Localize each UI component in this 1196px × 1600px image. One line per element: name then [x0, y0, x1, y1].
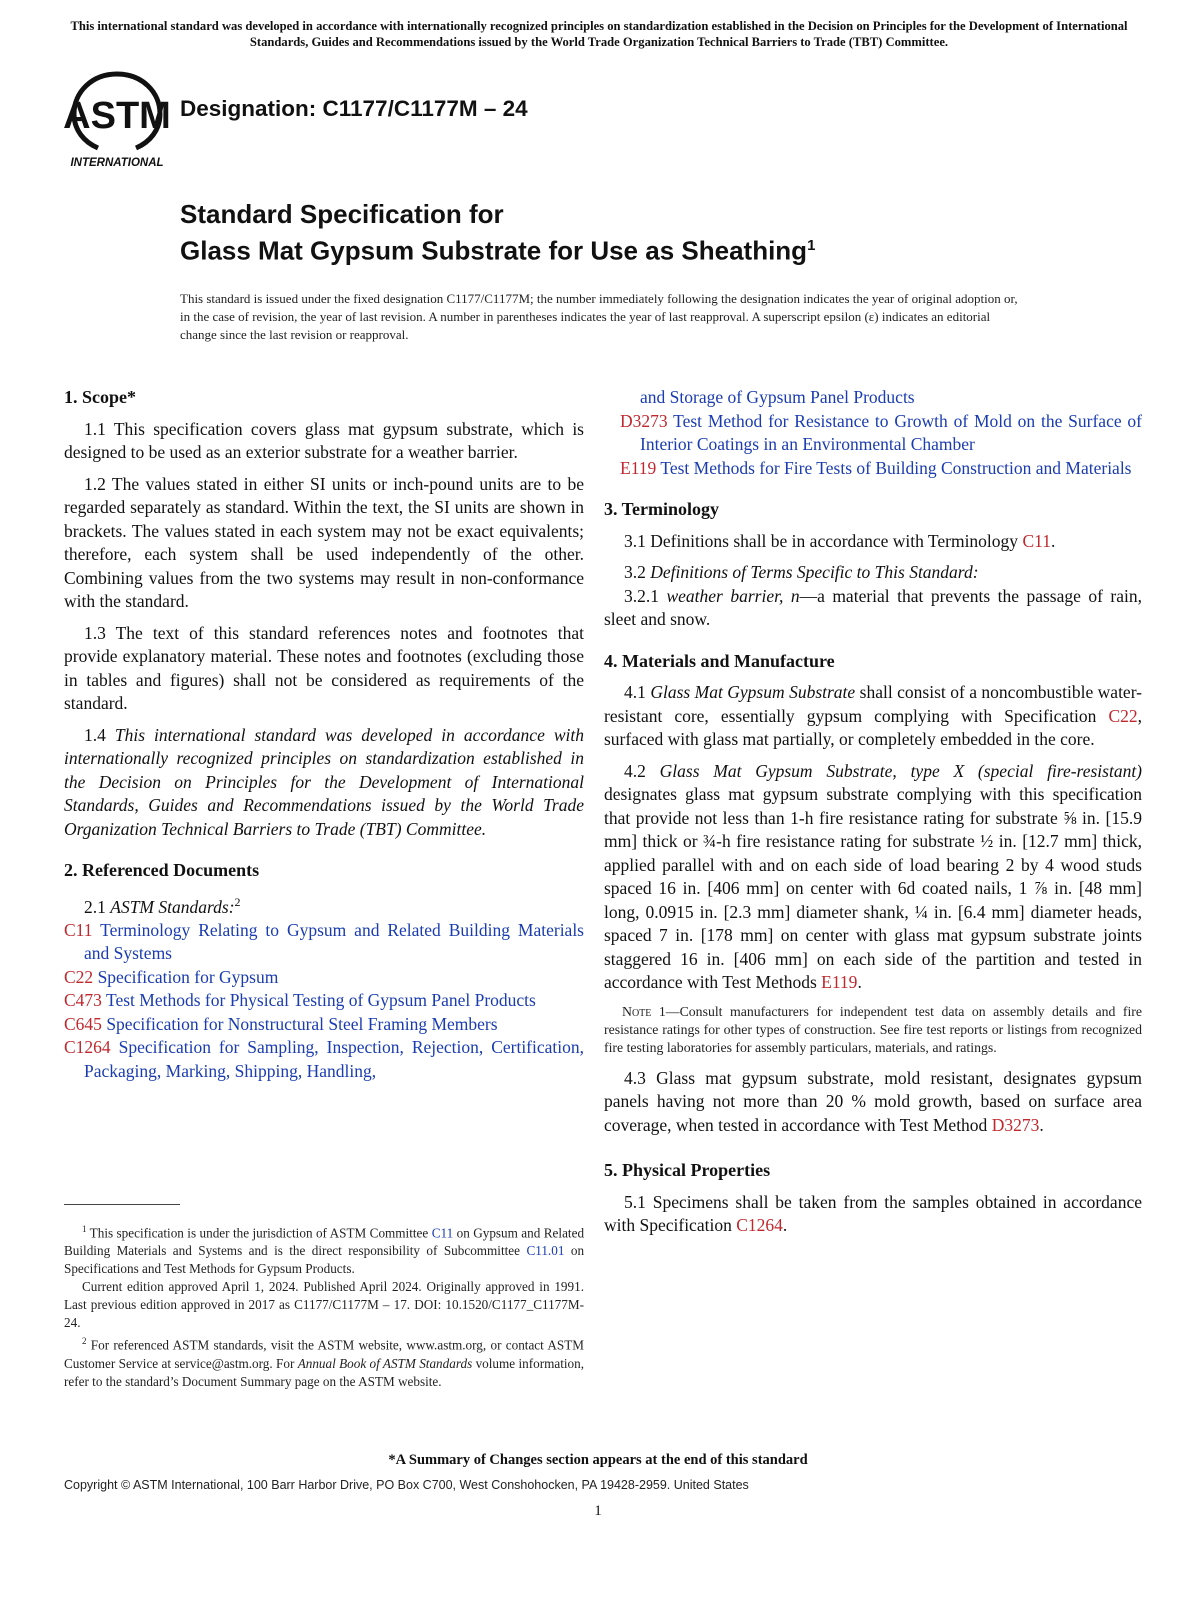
materials-4-3: 4.3 Glass mat gypsum substrate, mold resistant, designates gypsum panels having not more than 20 % mold growth, based on surface area coverage, when tested in accordance with Test Method D3273. [604, 1067, 1142, 1135]
physical-heading: 5. Physical Properties [604, 1160, 771, 1180]
issue-note: This standard is issued under the fixed designation C1177/C1177M; the number immediately following the designation indicates the year of original adoption or, in the case of revision, the year of last revision. A number in parentheses indicates the year of last reapproval. A superscript epsilon (ε) indicates an editorial change since the last revision or reapproval. [180, 291, 1018, 342]
right-column [604, 386, 1143, 1246]
wto-banner: This international standard was developed in accordance with internationally recognized principles on standardization established in the Decision on Principles for the Development of International Standards, Guides and Recommendations issued by the World Trade Organization Technical Barriers to Trade (TBT) Committee. [70, 19, 1128, 49]
materials-4-1: 4.1 Glass Mat Gypsum Substrate shall consist of a noncombustible water-resistant core, essentially gypsum complying with Specification C22, surfaced with glass mat partially, or completely embedded in the core. [604, 682, 1143, 749]
footnote-1-edition: Current edition approved April 1, 2024. Published April 2024. Originally approved in 1991. Last previous edition approved in 2017 as C1177/C1177M – 17. DOI: 10.1520/C1177_C1177M-24. [64, 1279, 584, 1331]
logo-label: INTERNATIONAL [70, 157, 164, 169]
scope-1-2: 1.2 The values stated in either SI units or inch-pound units are to be regarded separately as standard. Within the text, the SI units are shown in brackets. The values stated in each system may not be exact equivalents; therefore, each system shall be used independently of the other. Combining values from the two systems may result in non-conformance with the standard. [64, 473, 584, 611]
scope-1-1: 1.1 This specification covers glass mat gypsum substrate, which is designed to be used as an exterior substrate for a weather barrier. [64, 418, 584, 462]
ref-c1264-continued[interactable]: and Storage of Gypsum Panel Products [640, 387, 915, 407]
link-c1264[interactable]: C1264 [736, 1215, 783, 1235]
materials-4-2: 4.2 Glass Mat Gypsum Substrate, type X (special fire-resistant) designates glass mat gypsum substrate complying with this specification that provide not less than 1-h fire resistance rating for substrate ⅝ in. [15.9 mm] thick or ¾-h fire resistance rating for substrate ½ in. [12.7 mm] thick, applied parallel with and on each side of load bearing 2 by 4 wood studs spaced 16 in. [406 mm] on center with 6d coated nails, 1 ⅞ in. [48 mm] long, 0.0915 in. [2.3 mm] diameter shank, ¼ in. [6.4 mm] diameter heads, spaced 7 in. [178 mm] on center with glass mat gypsum substrate joints staggered 16 in. [406 mm] on each side of the partition and tested in accordance with Test Methods E119. [604, 760, 1143, 992]
ref-d3273[interactable]: D3273 Test Method for Resistance to Growth of Mold on the Surface of Interior Coatings in an Environmental Chamber [620, 410, 1142, 454]
link-committee-c11[interactable]: C11 [431, 1225, 454, 1241]
summary-of-changes-note: *A Summary of Changes section appears at the end of this standard [388, 1452, 808, 1468]
terminology-heading: 3. Terminology [604, 499, 720, 519]
title-footnote-mark: 1 [807, 237, 816, 254]
link-subcommittee-c11-01[interactable]: C11.01 [526, 1243, 565, 1259]
scope-1-4: 1.4 This international standard was developed in accordance with internationally recognized principles on standardization established in the Decision on Principles for the Development of International Standards, Guides and Recommendations issued by the World Trade Organization Technical Barriers to Trade (TBT) Committee. [64, 724, 585, 839]
title-line-1: Standard Specification for [180, 199, 504, 229]
footnote-2: $^2$ For referenced ASTM standards, visit the ASTM website, www.astm.org, or contact ASTM Customer Service at service@astm.org. For Annual Book of ASTM Standards volume information, refer to the standard’s Document Summary page on the ASTM website. [64, 1336, 585, 1389]
designation: Designation: C1177/C1177M – 24 [180, 96, 528, 121]
terminology-3-2: 3.2 Definitions of Terms Specific to This Standard: [624, 562, 979, 582]
link-d3273[interactable]: D3273 [991, 1114, 1040, 1135]
ref-c11[interactable]: C11 Terminology Relating to Gypsum and Related Building Materials and Systems [64, 919, 584, 964]
ref-c1264[interactable]: C1264 Specification for Sampling, Inspection, Rejection, Certification, Packaging, Marking, Shipping, Handling, [64, 1037, 585, 1081]
scope-heading: 1. Scope* [64, 387, 136, 407]
terminology-3-2-1: 3.2.1 weather barrier, n—a material that prevents the passage of rain, sleet and snow. [604, 585, 1143, 629]
astm-standards-subheading: 2.1 ASTM Standards:$^2$ [84, 894, 241, 917]
astm-logo [62, 70, 172, 170]
footnotes [64, 1220, 584, 1391]
ref-c645[interactable]: C645 Specification for Nonstructural Steel Framing Members [64, 1013, 498, 1034]
physical-5-1: 5.1 Specimens shall be taken from the samples obtained in accordance with Specification C1264. [604, 1191, 1142, 1235]
link-c22[interactable]: C22 [1108, 705, 1138, 726]
scope-1-3: 1.3 The text of this standard references notes and footnotes that provide explanatory material. These notes and footnotes (excluding those in tables and figures) shall not be considered as requirements of the standard. [64, 622, 584, 713]
refdocs-heading: 2. Referenced Documents [64, 860, 260, 880]
left-column [64, 386, 584, 1083]
terminology-3-1: 3.1 Definitions shall be in accordance with Terminology C11. [624, 530, 1056, 551]
title-line-2: Glass Mat Gypsum Substrate for Use as Sheathing [180, 235, 808, 266]
link-e119[interactable]: E119 [821, 972, 858, 992]
link-c11[interactable]: C11 [1022, 530, 1051, 551]
page-number: 1 [594, 1503, 602, 1519]
page-title [180, 198, 815, 267]
materials-heading: 4. Materials and Manufacture [604, 650, 835, 671]
note-1: Note 1—Consult manufacturers for independent test data on assembly details and fire resistance ratings for other types of construction. See fire test reports or listings from recognized fire testing laboratories for assembly particulars, materials, and ratings. [604, 1003, 1143, 1055]
logo-letters: ASTM [63, 95, 171, 137]
astm-logo-icon [62, 70, 172, 170]
copyright: Copyright © ASTM International, 100 Barr Harbor Drive, PO Box C700, West Conshohocken, PA 19428-2959. United States [64, 1478, 749, 1492]
footnote-divider [64, 1204, 180, 1205]
ref-c473[interactable]: C473 Test Methods for Physical Testing of Gypsum Panel Products [64, 990, 536, 1011]
footnote-1: $^1$ This specification is under the jurisdiction of ASTM Committee C11 on Gypsum and Related Building Materials and Systems and is the direct responsibility of Subcommittee C11.01 on Specifications and Test Methods for Gypsum Products. [64, 1224, 585, 1277]
ref-e119[interactable]: E119 Test Methods for Fire Tests of Building Construction and Materials [620, 457, 1132, 478]
ref-c22[interactable]: C22 Specification for Gypsum [64, 966, 279, 987]
